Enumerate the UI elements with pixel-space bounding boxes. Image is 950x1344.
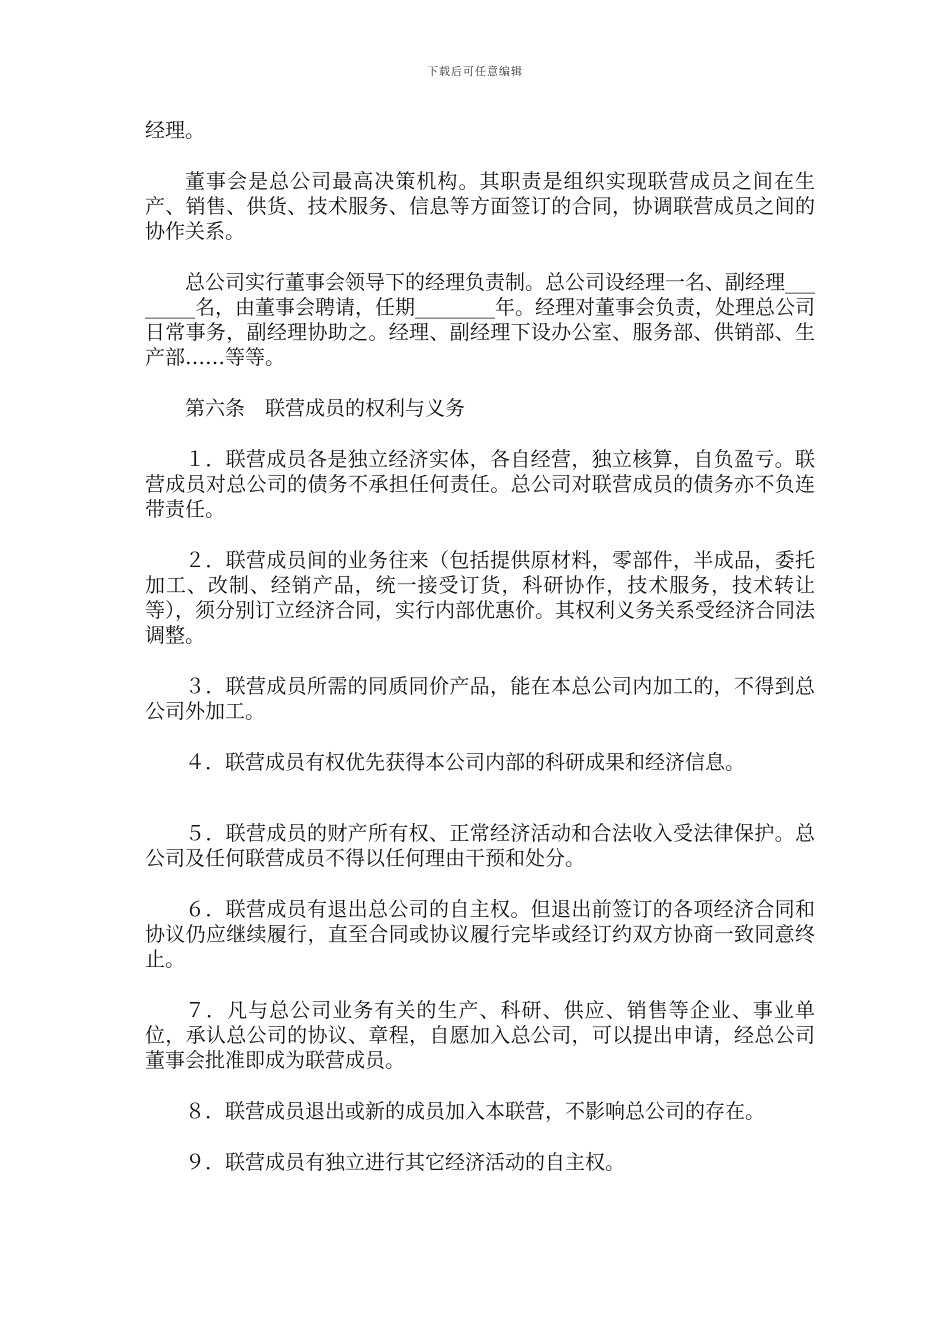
paragraph-manager-system: 总公司实行董事会领导下的经理负责制。总公司设经理一名、副经理________名，由董事会聘请，任期________年。经理对董事会负责，处理总公司日常事务，副经理协助之。经理、副经理下设办公室、服务部、供销部、生产部……等等。 xyxy=(145,270,815,369)
paragraph-item-7: ７．凡与总公司业务有关的生产、科研、供应、销售等企业、事业单位，承认总公司的协议、章程，自愿加入总公司，可以提出申请，经总公司董事会批准即成为联营成员。 xyxy=(145,998,815,1072)
paragraph-item-3: ３．联营成员所需的同质同价产品，能在本总公司内加工的，不得到总公司外加工。 xyxy=(145,674,815,723)
paragraph-item-6: ６．联营成员有退出总公司的自主权。但退出前签订的各项经济合同和协议仍应继续履行，直至合同或协议履行完毕或经订约双方协商一致同意终止。 xyxy=(145,897,815,971)
page-header-note: 下载后可任意编辑 xyxy=(427,65,523,78)
paragraph-item-5: ５．联营成员的财产所有权、正常经济活动和合法收入受法律保护。总公司及任何联营成员不得以任何理由干预和处分。 xyxy=(145,821,815,870)
paragraph-item-1: １．联营成员各是独立经济实体，各自经营，独立核算，自负盈亏。联营成员对总公司的债务不承担任何责任。总公司对联营成员的债务亦不负连带责任。 xyxy=(145,447,815,521)
paragraph-board-duties: 董事会是总公司最高决策机构。其职责是组织实现联营成员之间在生产、销售、供货、技术服务、信息等方面签订的合同，协调联营成员之间的协作关系。 xyxy=(145,169,815,243)
paragraph-continuation: 经理。 xyxy=(145,118,205,142)
document-body xyxy=(145,118,815,1201)
paragraph-item-4: ４．联营成员有权优先获得本公司内部的科研成果和经济信息。 xyxy=(185,750,745,774)
paragraph-item-2: ２．联营成员间的业务往来（包括提供原材料，零部件，半成品，委托加工、改制、经销产品，统一接受订货，科研协作，技术服务，技术转让等），须分别订立经济合同，实行内部优惠价。其权利义务关系受经济合同法调整。 xyxy=(145,548,815,647)
paragraph-item-9: ９．联营成员有独立进行其它经济活动的自主权。 xyxy=(185,1150,625,1174)
article-six-heading: 第六条 联营成员的权利与义务 xyxy=(185,396,465,420)
paragraph-item-8: ８．联营成员退出或新的成员加入本联营，不影响总公司的存在。 xyxy=(185,1099,765,1123)
